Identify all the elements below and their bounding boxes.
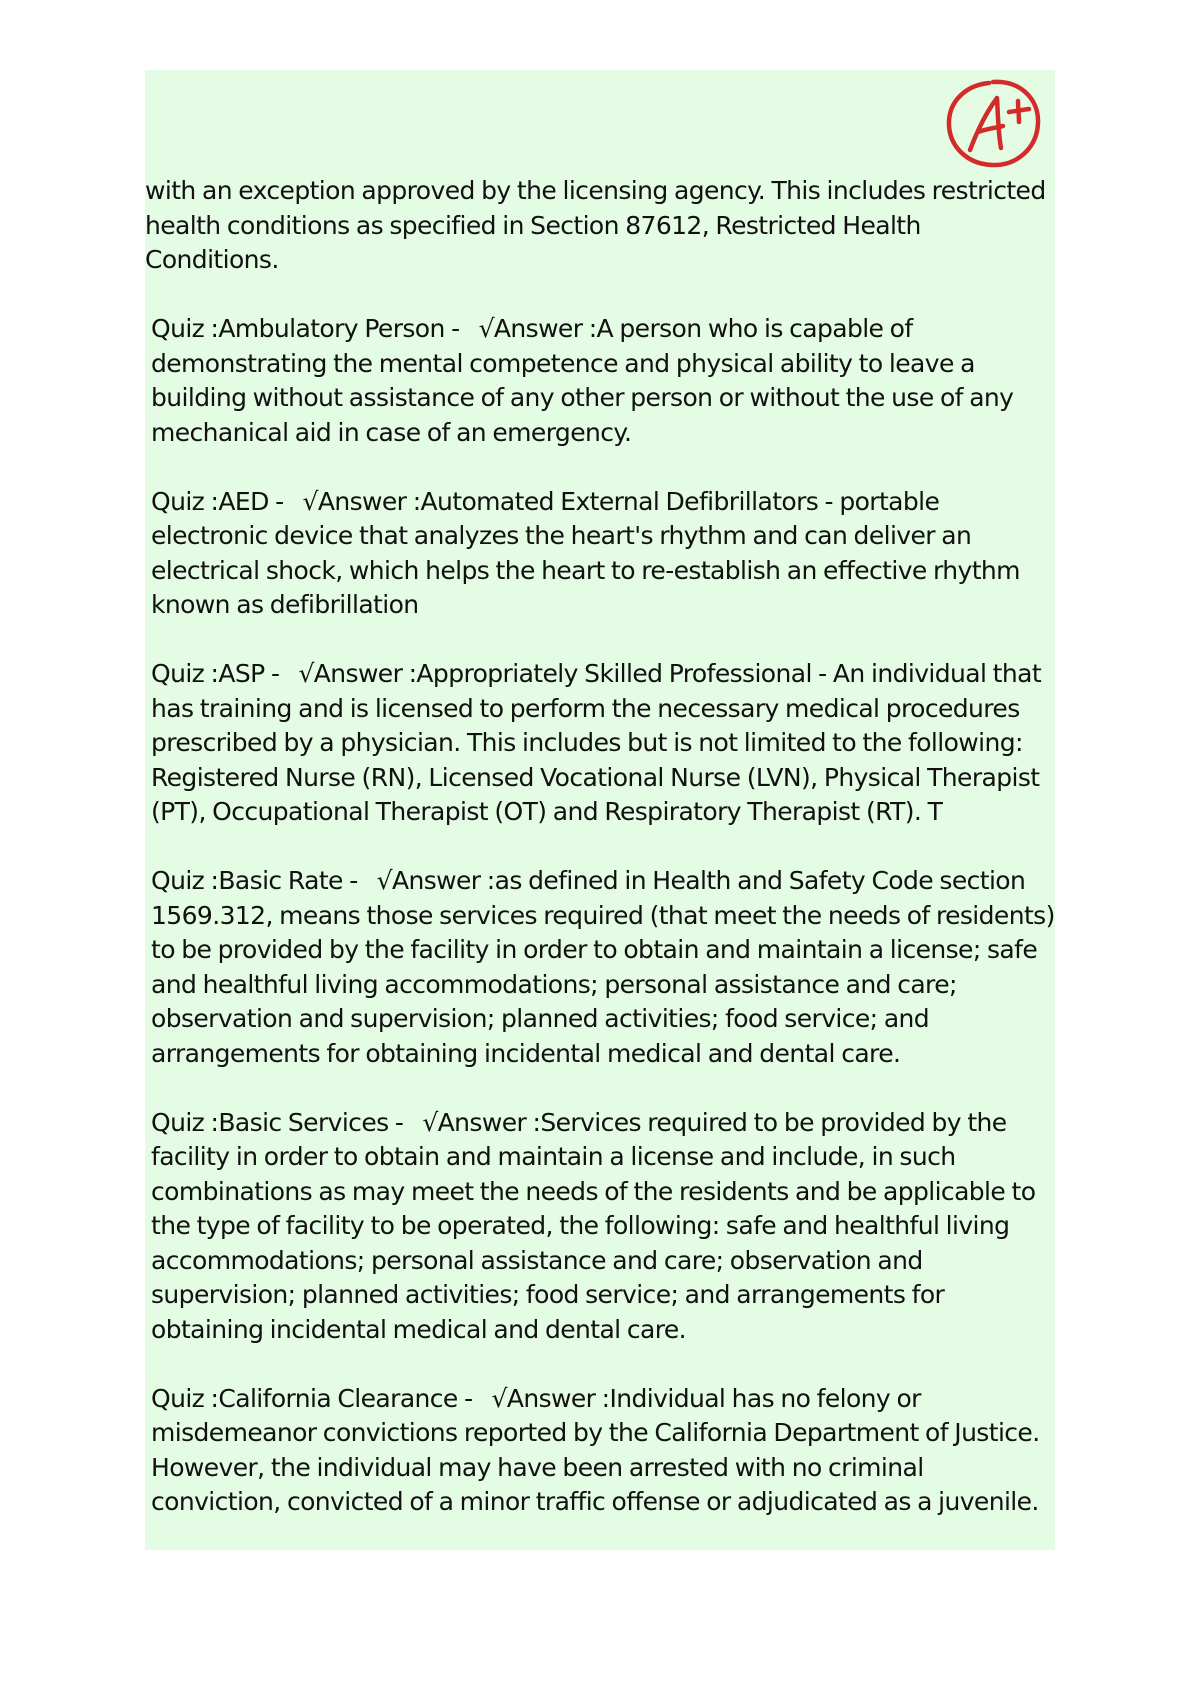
quiz-entry: Quiz :AED - √Answer :Automated External Defibrillators - portable electronic device that analyzes the heart's rhythm and can deliver an electrical shock, which helps the heart to re-establish an effective rhythm known as defibrillation: [151, 486, 1020, 619]
quiz-entry: Quiz :Basic Rate - √Answer :as defined in Health and Safety Code section 1569.312, means those services required (that meet the needs of residents) to be provided by the facility in order to obtain and maintain a license; safe and healthful living accommodations; personal assistance and care; observation and supervision; planned activities; food service; and arrangements for obtaining incidental medical and dental care.: [151, 866, 1055, 1068]
quiz-answer: Individual has no felony or misdemeanor convictions reported by the California Department of Justice. However, the individual may have been arrested with no criminal conviction, convicted of a minor traffic offense or adjudicated as a juvenile.: [151, 1383, 1040, 1516]
answer-prefix: √Answer :: [376, 866, 495, 895]
quiz-entries: [145, 312, 1055, 1520]
quiz-entry: Quiz :California Clearance - √Answer :Individual has no felony or misdemeanor convictions reported by the California Department of Justice. However, the individual may have been arrested with no criminal conviction, convicted of a minor traffic offense or adjudicated as a juvenile.: [151, 1383, 1040, 1516]
quiz-term: AED: [218, 486, 269, 516]
stamp-letter-a: [970, 98, 1003, 150]
answer-prefix: √Answer :: [422, 1107, 541, 1137]
quiz-term: Basic Rate: [218, 866, 343, 895]
quiz-prefix: Quiz :: [151, 1107, 219, 1137]
quiz-prefix: Quiz :: [151, 1383, 219, 1413]
quiz-entry: Quiz :ASP - √Answer :Appropriately Skilled Professional - An individual that has training and is licensed to perform the necessary medical procedures prescribed by a physician. This includes but is not limited to the following: Registered Nurse (RN), Licensed Vocational Nurse (LVN), Physical Therapist (PT), Occupational Therapist (OT) and Respiratory Therapist (RT). T: [151, 659, 1042, 826]
quiz-prefix: Quiz :: [151, 659, 219, 688]
quiz-entry: Quiz :Basic Services - √Answer :Services required to be provided by the facility in order to obtain and maintain a license and include, in such combinations as may meet the needs of the residents and be applicable to the type of facility to be operated, the following: safe and healthful living accommodations; personal assistance and care; observation and supervision; planned activities; food service; and arrangements for obtaining incidental medical and dental care.: [151, 1107, 1036, 1344]
intro-paragraph: with an exception approved by the licensing agency. This includes restricted health conditions as specified in Section 87612, Restricted Health Conditions.: [145, 176, 1046, 274]
a-plus-grade-stamp-icon: [943, 76, 1043, 170]
quiz-answer: A person who is capable of demonstrating the mental competence and physical ability to leave a building without assistance of any other person or without the use of any mechanical aid in case of an emergency.: [151, 314, 1014, 447]
document-content: [145, 174, 1055, 1554]
quiz-entry: Quiz :Ambulatory Person - √Answer :A person who is capable of demonstrating the mental competence and physical ability to leave a building without assistance of any other person or without the use of any mechanical aid in case of an emergency.: [151, 314, 1014, 447]
quiz-prefix: Quiz :: [151, 486, 219, 516]
quiz-prefix: Quiz :: [151, 866, 219, 895]
quiz-term: Basic Services: [218, 1107, 389, 1137]
stamp-circle: [949, 82, 1038, 165]
quiz-term: ASP: [218, 659, 265, 688]
answer-prefix: √Answer :: [302, 486, 421, 516]
quiz-answer: Automated External Defibrillators - portable electronic device that analyzes the heart's rhythm and can deliver an electrical shock, which helps the heart to re-establish an effective rhythm known as defibrillation: [151, 486, 1020, 619]
quiz-term: Ambulatory Person: [218, 314, 445, 343]
quiz-prefix: Quiz :: [151, 314, 219, 343]
answer-prefix: √Answer :: [491, 1383, 610, 1413]
quiz-answer: as defined in Health and Safety Code section 1569.312, means those services required (that meet the needs of residents) to be provided by the facility in order to obtain and maintain a license; safe and healthful living accommodations; personal assistance and care; observation and supervision; planned activities; food service; and arrangements for obtaining incidental medical and dental care.: [151, 866, 1055, 1068]
quiz-answer: Services required to be provided by the facility in order to obtain and maintain a license and include, in such combinations as may meet the needs of the residents and be applicable to the type of facility to be operated, the following: safe and healthful living accommodations; personal assistance and care; observation and supervision; planned activities; food service; and arrangements for obtaining incidental medical and dental care.: [151, 1107, 1036, 1344]
answer-prefix: √Answer :: [298, 659, 417, 688]
quiz-term: California Clearance: [218, 1383, 458, 1413]
quiz-answer: Appropriately Skilled Professional - An individual that has training and is licensed to perform the necessary medical procedures prescribed by a physician. This includes but is not limited to the following: Registered Nurse (RN), Licensed Vocational Nurse (LVN), Physical Therapist (PT), Occupational Therapist (OT) and Respiratory Therapist (RT). T: [151, 659, 1042, 826]
answer-prefix: √Answer :: [478, 314, 597, 343]
stamp-plus-sign: [1009, 101, 1029, 122]
